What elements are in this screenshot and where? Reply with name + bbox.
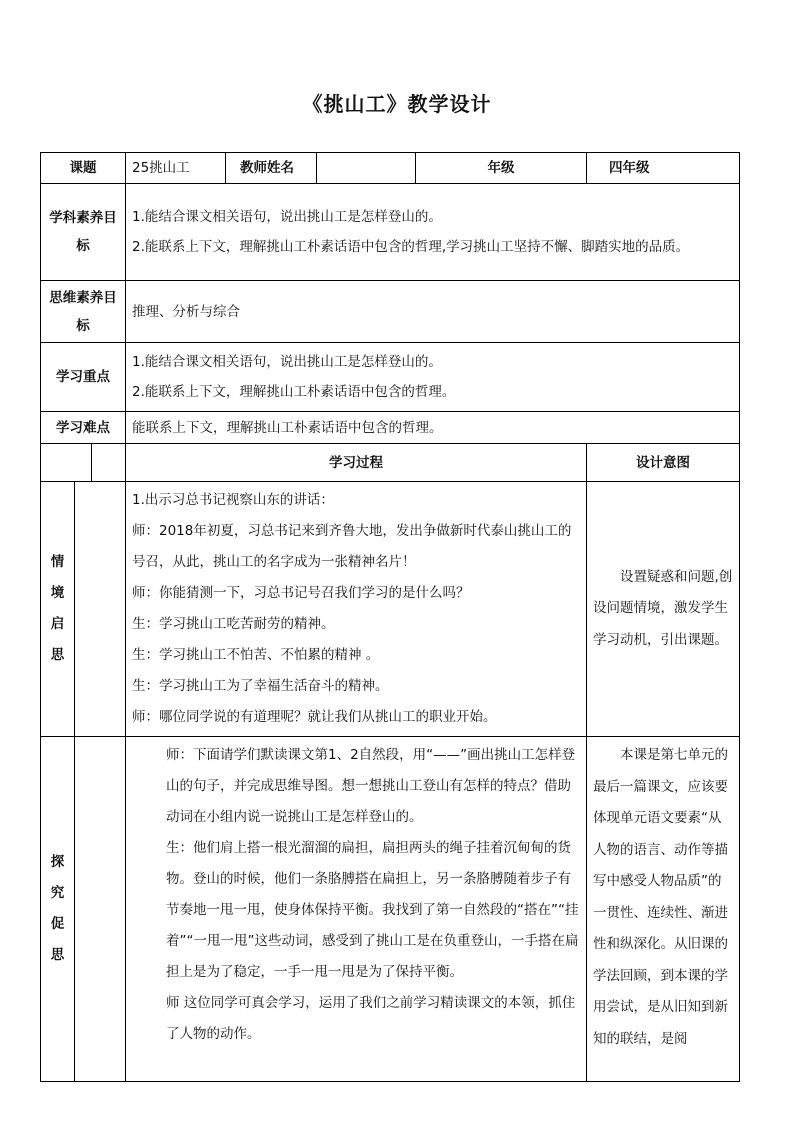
- key-point-label: 学习重点: [41, 343, 126, 412]
- thinking-goal-value: 推理、分析与综合: [126, 281, 740, 343]
- subject-goal-row: [41, 184, 740, 281]
- stage-label-2: [41, 737, 75, 1082]
- subject-goal-content: [126, 184, 740, 281]
- stage-label-1: [41, 482, 75, 737]
- subject-goal-line-2: 2.能联系上下文，理解挑山工朴素话语中包含的哲理,学习挑山工坚持不懈、脚踏实地的品质。: [132, 239, 690, 255]
- stage-blank-1: [75, 482, 126, 737]
- grade-value: 四年级: [587, 153, 740, 184]
- process-line: 生：他们肩上搭一根光溜溜的扁担，扁担两头的绳子挂着沉甸甸的货物。登山的时候，他们一条胳膊搭在扁担上，另一条胳膊随着步子有节奏地一甩一甩，使身体保持平衡。我找到了第一自然段的“搭在”“挂着”“一甩一甩”这些动词，感受到了挑山工是在负重登山，一手搭在扁担上是为了稳定，一手一甩一甩是为了保持平衡。: [166, 840, 579, 980]
- section-row-2: [41, 737, 740, 1082]
- process-content-2: [75, 737, 587, 1082]
- process-line: 生：学习挑山工不怕苦、不怕累的精神 。: [132, 647, 380, 663]
- stage-char: 情: [50, 554, 65, 570]
- intent-content-1: 设置疑惑和问题,创设问题情境，激发学生学习动机，引出课题。: [587, 482, 740, 737]
- difficulty-value: 能联系上下文，理解挑山工朴素话语中包含的哲理。: [126, 412, 740, 444]
- key-point-content: [126, 343, 740, 412]
- key-point-line-1: 1.能结合课文相关语句，说出挑山工是怎样登山的。: [132, 354, 442, 370]
- process-line: 师：哪位同学说的有道理呢？就让我们从挑山工的职业开始。: [132, 709, 497, 725]
- stage-char: 究: [50, 885, 65, 901]
- process-line: 师：你能猜测一下，习总书记号召我们学习的是什么吗？: [132, 585, 470, 601]
- stage-char: 探: [50, 854, 65, 870]
- process-header: 学习过程: [126, 444, 587, 482]
- thinking-goal-row: [41, 281, 740, 343]
- stage-char: 促: [50, 916, 65, 932]
- key-point-line-2: 2.能联系上下文，理解挑山工朴素话语中包含的哲理。: [132, 384, 456, 400]
- topic-label: 课题: [41, 153, 126, 184]
- process-header-row: [41, 444, 740, 482]
- lesson-plan-table: [40, 152, 740, 1082]
- difficulty-row: [41, 412, 740, 444]
- process-line: 师：下面请学们默读课文第1、2自然段，用“——”画出挑山工怎样登山的句子，并完成思维导图。想一想挑山工登山有怎样的特点？借助动词在小组内说一说挑山工是怎样登山的。: [166, 747, 576, 825]
- process-line: 师：2018年初夏，习总书记来到齐鲁大地，发出争做新时代泰山挑山工的号召，从此，挑山工的名字成为一张精神名片！: [132, 523, 572, 570]
- intent-header: 设计意图: [587, 444, 740, 482]
- process-line: 生：学习挑山工为了幸福生活奋斗的精神。: [132, 678, 389, 694]
- difficulty-label: 学习难点: [41, 412, 126, 444]
- key-point-row: [41, 343, 740, 412]
- stage-char: 思: [50, 647, 65, 663]
- document-title: 《挑山工》教学设计: [302, 92, 492, 116]
- teacher-divider: [316, 153, 317, 183]
- stage-divider-2: [125, 737, 126, 1081]
- header-divider: [91, 444, 92, 481]
- process-line: 1.出示习总书记视察山东的讲话：: [132, 492, 334, 508]
- section-row-1: [41, 482, 740, 737]
- teacher-label: 教师姓名: [240, 160, 294, 176]
- subject-goal-label: 学科素养目标: [41, 184, 126, 281]
- thinking-goal-label: 思维素养目标: [41, 281, 126, 343]
- subject-goal-line-1: 1.能结合课文相关语句，说出挑山工是怎样登山的。: [132, 209, 442, 225]
- process-line: 生：学习挑山工吃苦耐劳的精神。: [132, 616, 335, 632]
- intent-content-2: 本课是第七单元的最后一篇课文，应该要体现单元语文要素“从人物的语言、动作等描写中感受人物品质”的一贯性、连续性、渐进性和纵深化。从旧课的学法回顾，到本课的学用尝试，是从旧知到新知的联结，是阅: [587, 737, 740, 1082]
- stage-char: 启: [50, 616, 65, 632]
- topic-value: 25挑山工: [126, 153, 226, 184]
- process-content-1: [126, 482, 587, 737]
- process-line: 师 这位同学可真会学习，运用了我们之前学习精读课文的本领，抓住了人物的动作。: [166, 995, 576, 1042]
- stage-char: 境: [50, 585, 65, 601]
- header-row: [41, 153, 740, 184]
- grade-label: 年级: [416, 153, 587, 184]
- stage-char: 思: [50, 947, 65, 963]
